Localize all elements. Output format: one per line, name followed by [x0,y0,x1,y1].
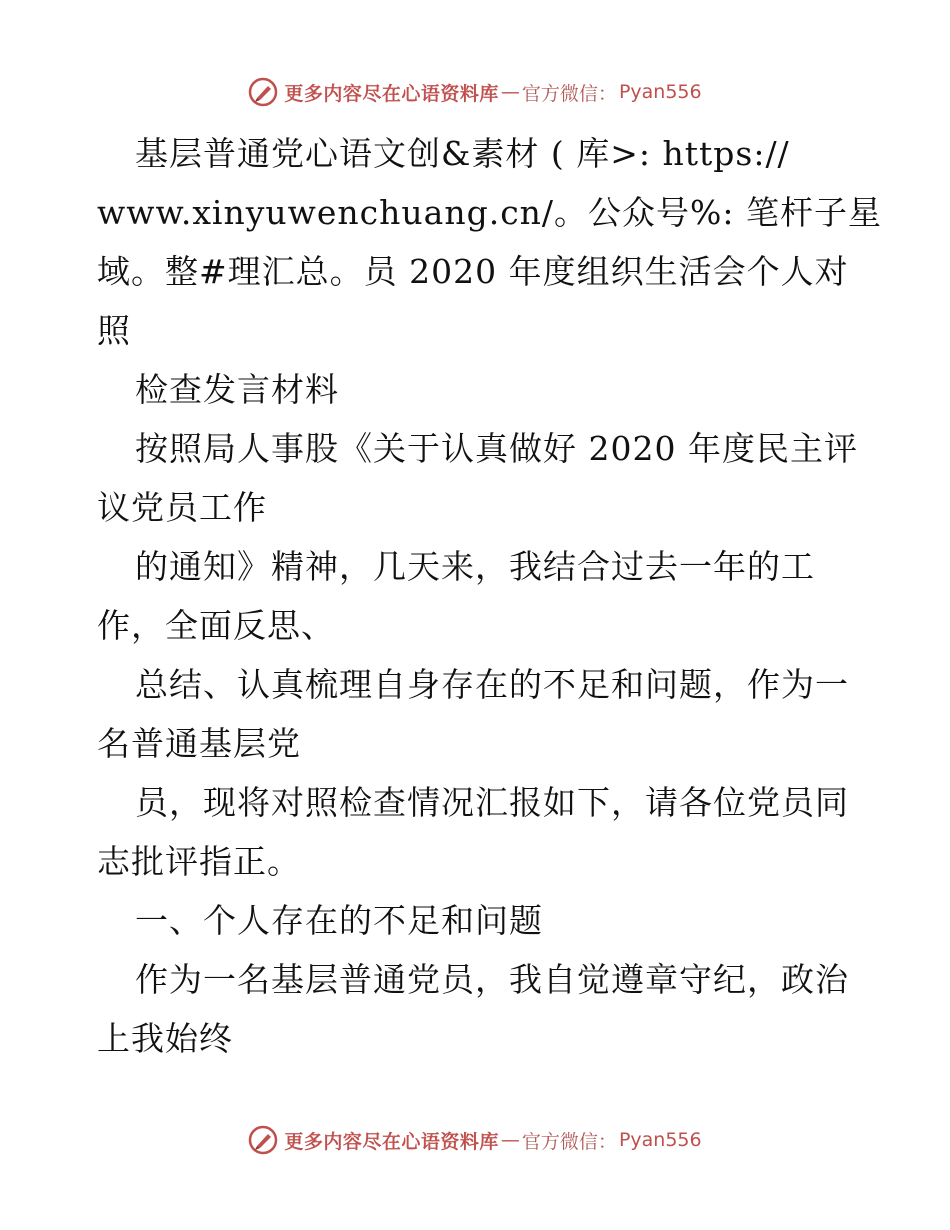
footer-watermark [0,1120,950,1160]
header-watermark [0,72,950,112]
document-body [97,124,883,1068]
watermark-dash: — [500,81,520,103]
text-line: 作，全面反思、 [97,606,335,645]
text-line: 按照局人事股《关于认真做好 2020 年度民主评 [135,429,858,468]
text-line: 检查发言材料 [135,370,339,409]
watermark-sub-text: 官方微信： [521,1130,617,1153]
text-line: 作为一名基层普通党员，我自觉遵章守纪，政治 [135,960,849,999]
watermark-wechat-id: Pyan556 [618,1129,702,1151]
text-line: 基层普通党心语文创&素材 ( 库>: https:// [135,134,790,173]
text-line: 名普通基层党 [97,724,301,763]
watermark-main-text: 更多内容尽在心语资料库 [284,82,499,105]
text-line: 上我始终 [97,1019,233,1058]
watermark-main-text: 更多内容尽在心语资料库 [284,1130,499,1153]
text-line: 照 [97,311,131,350]
text-line: 的通知》精神，几天来，我结合过去一年的工 [135,547,815,586]
watermark-sub-text: 官方微信： [521,82,617,105]
pen-logo-icon [248,1125,278,1155]
text-line: 议党员工作 [97,488,267,527]
text-line: 总结、认真梳理自身存在的不足和问题，作为一 [135,665,849,704]
text-line: 域。整#理汇总。员 2020 年度组织生活会个人对 [97,252,849,291]
section-heading: 一、个人存在的不足和问题 [135,901,543,940]
text-line: www.xinyuwenchuang.cn/。公众号%: 笔杆子星 [97,193,883,232]
watermark-dash: — [500,1129,520,1151]
watermark-wechat-id: Pyan556 [618,81,702,103]
pen-logo-icon [248,77,278,107]
text-line: 员，现将对照检查情况汇报如下，请各位党员同 [135,783,849,822]
text-line: 志批评指正。 [97,842,301,881]
